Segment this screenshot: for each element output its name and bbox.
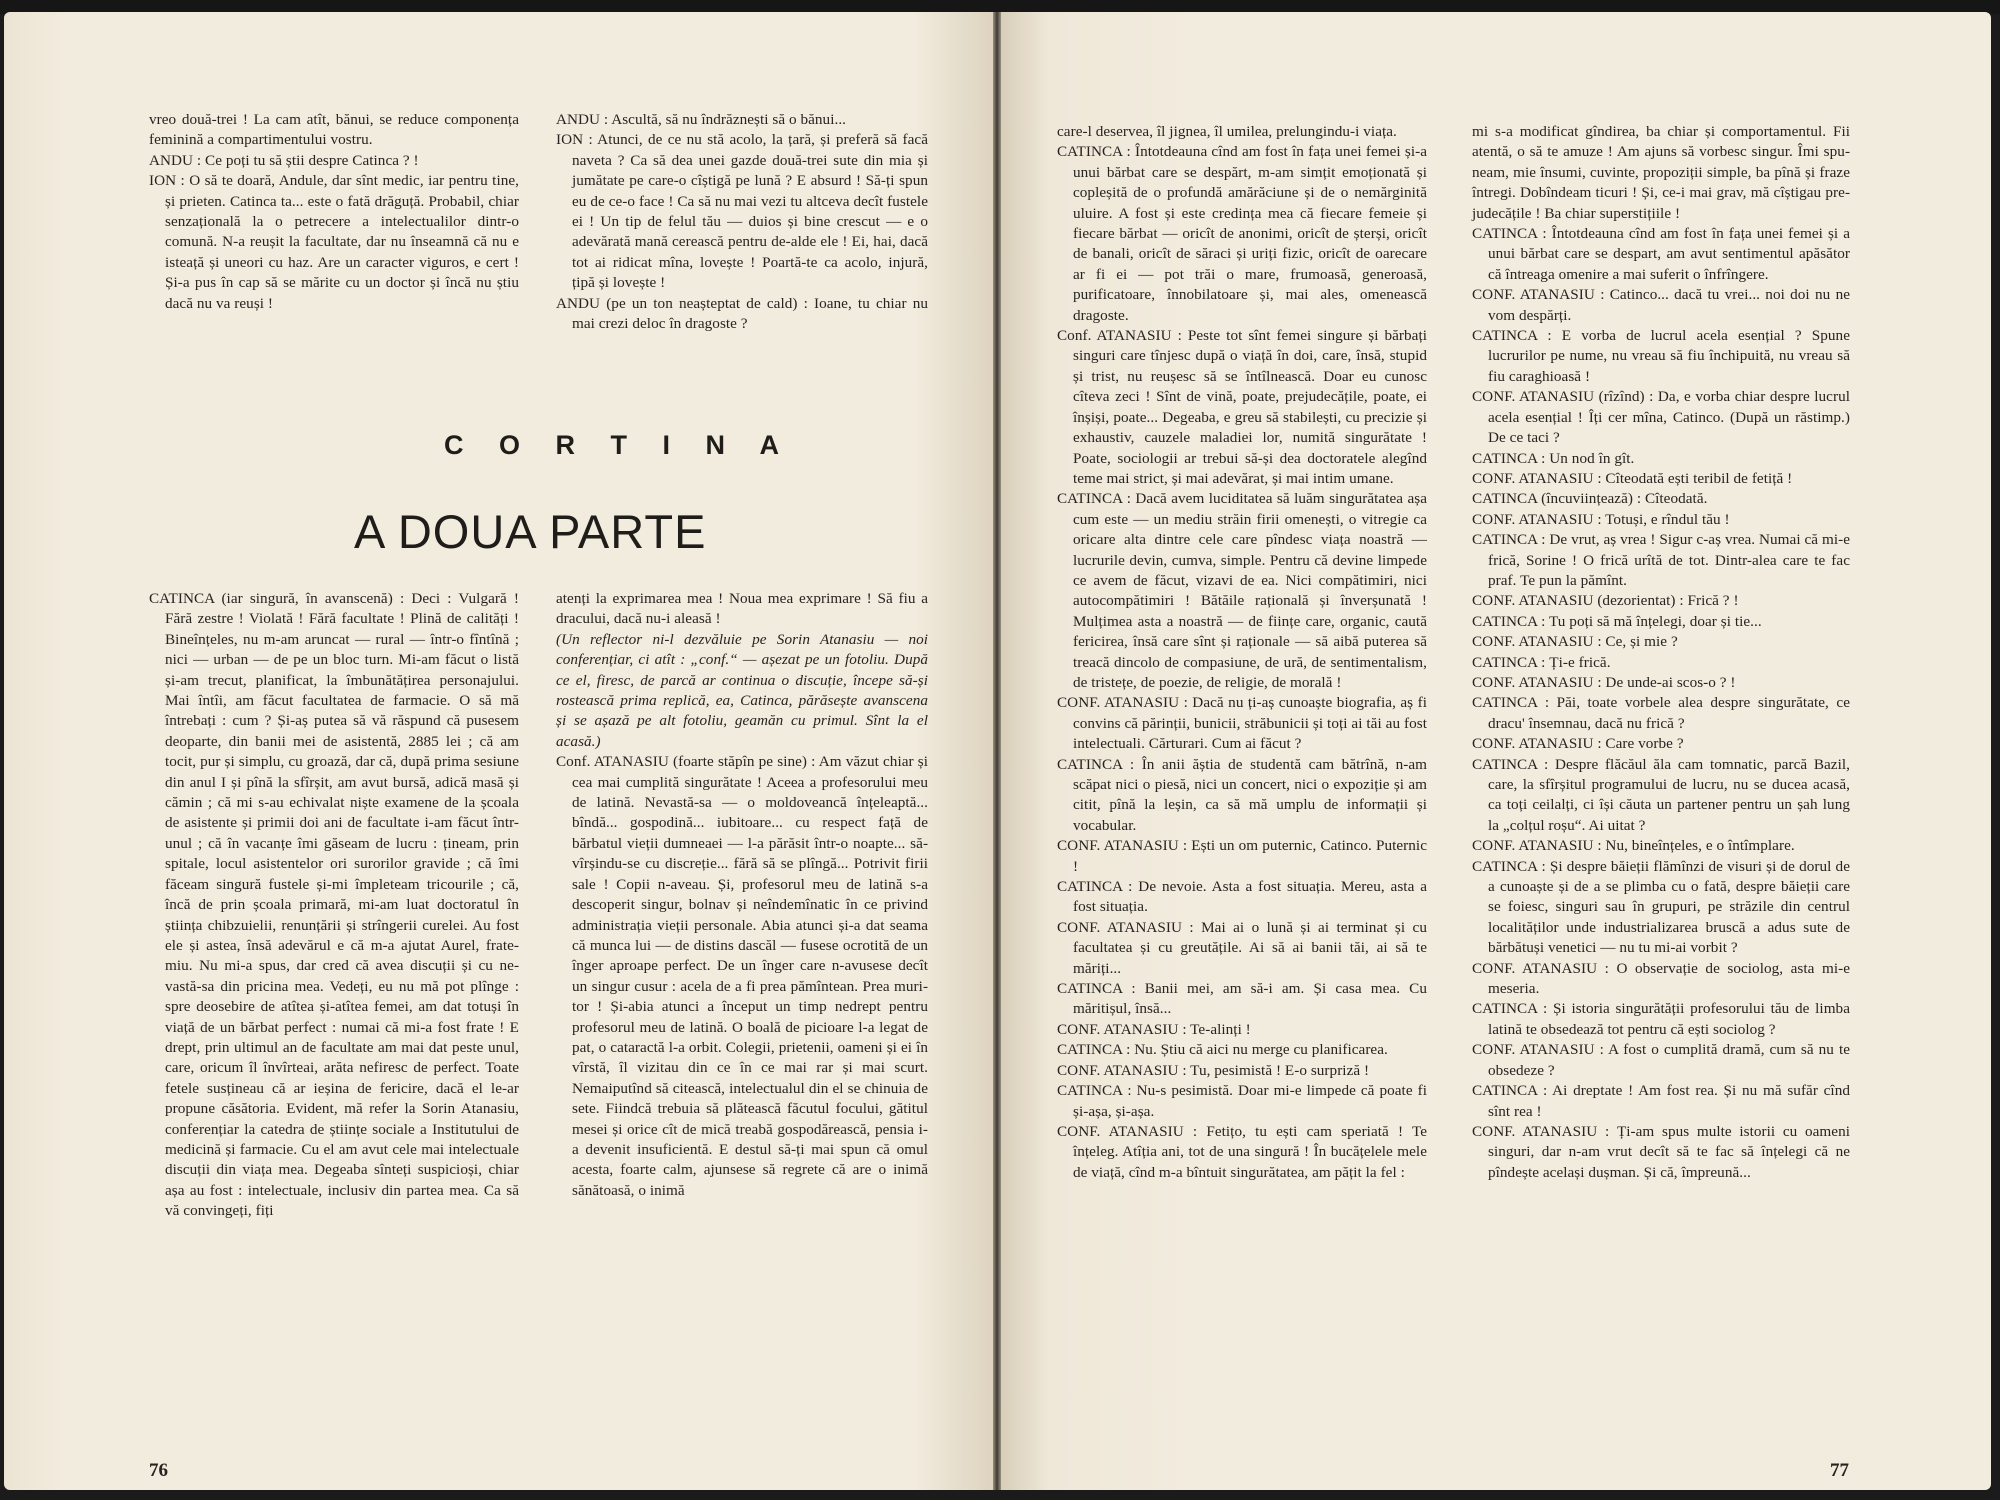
book-gutter [993,12,1001,1490]
paragraph: CATINCA : Banii mei, am să-i am. Și casa mea. Cu măritișul, însă... [1057,980,1427,1018]
right-page [1001,12,1991,1490]
paragraph: CATINCA : Întotdeauna cînd am fost în fața unei femei și a unui bărbat care se despart, am avut sentimentul apăsător că întreaga omenire a mai suferit o înfrîngere. [1472,225,1850,283]
paragraph: ANDU : Ascultă, să nu îndrăznești să o bănui... [556,111,847,128]
paragraph: CONF. ATANASIU (rîzînd) : Da, e vorba chiar despre lucrul acela esențial ! Îți cer mîna, Catinco. (După un răstimp.) De ce taci ? [1472,388,1850,447]
paragraph: Conf. ATANASIU : Peste tot sînt femei singure și bărbați singuri care tînjesc după o viață în doi, care, însă, stupid și trist, nu reușesc să se întîlnească. Doar eu cunosc cîteva zeci ! Sînt de vină, poate, prejudecățile, poate, ei înșiși, poate... Degeaba, e greu să stabilești, cu precizie și exhaustiv, cauzele maladiei lor, numită singurătate ! Poate, sociologii ar trebui să-și dea doctoratele alegînd teme mai strict, și mai adevărat, și mai intim umane. [1057,327,1427,487]
paragraph: CONF. ATANASIU : Care vorbe ? [1472,735,1684,753]
paragraph: CATINCA : Nu-s pesimistă. Doar mi-e limpede că poate fi și-așa, și-așa. [1057,1082,1427,1120]
paragraph: CATINCA : De vrut, aș vrea ! Sigur c-aș vrea. Numai că mi-e frică, Sorine ! O frică urîtă de tot. Dintr-alea care te fac praf. Te pun la pămînt. [1472,531,1850,589]
paragraph: CONF. ATANASIU : Tu, pesimistă ! E-o surpriză ! [1057,1061,1370,1079]
paragraph: CATINCA (încuviințează) : Cîteodată. [1472,490,1708,508]
paragraph: CATINCA : Ai dreptate ! Am fost rea. Și nu mă sufăr cînd sînt rea ! [1472,1082,1850,1120]
paragraph: vreo două-trei ! La cam atît, bănui, se reduce componența feminină a compartimentului vostru. [149,111,519,149]
paragraph: ANDU : Ce poți tu să știi despre Catinca ? ! [149,151,419,169]
paragraph: CONF. ATANASIU : Nu, bineînțeles, e o întîmplare. [1472,837,1795,855]
page-number-left: 76 [149,1460,168,1481]
paragraph: CATINCA : Și despre băieții flămînzi de visuri și de dorul de a cunoaște și de a se plimba cu o fată, despre băieții care se foiesc, singuri sau în grupuri, pe străzile din centrul localităților unde industrializarea bruscă a adus sute de bărbătuși venetici — nu tu mi-ai vorbit ? [1472,857,1850,957]
left-column-2-bottom [556,589,928,1201]
paragraph: CATINCA : Dacă avem luciditatea să luăm singurătatea așa cum este — un mediu străin firii omenești, o vitregie ca oricare alta dintre cele care pîndesc viața noastră — lucrurile devin, cumva, simple. Pentru că devine limpede ce avem de făcut, vizavi de ea. Nici compătimiri, nici autocompătimiri ! Bătăile rațională și înverșunată ! Mulțimea asta a noastră — de ființe care, organic, caută fericirea, însă care sînt și raționale — să aibă puterea să treacă dincolo de compasiune, de ură, de sentimentalism, de tristețe, de poezie, de religie, de morală ! [1057,490,1427,691]
paragraph: ION : O să te doară, Andule, dar sînt medic, iar pentru tine, și prieten. Catinca ta... este o fată drăguță. Probabil, chiar senzațională la o petrecere a intelectualilor dintr-o comună. N-a reușit la facultate, dar nu înseamnă că nu e isteață și uneori cu haz. Are un caracter viguros, e cert ! Și-a pus în cap să se mărite cu un doctor și încă nu știu dacă nu va reuși ! [149,172,519,312]
right-column-2 [1472,122,1850,1183]
paragraph: CATINCA : Un nod în gît. [1472,449,1635,467]
paragraph: CATINCA : De nevoie. Asta a fost situația. Mereu, asta a fost situația. [1057,878,1427,916]
left-column-1-bottom [149,589,519,1222]
left-column-1-top [149,110,519,314]
paragraph: Conf. ATANASIU (foarte stăpîn pe sine) : Am văzut chiar și cea mai cumplită singurătate ! Aceea a profesorului meu de latină. Nevastă-sa — o moldoveancă înțeleaptă... bîndă... gospodină... iubitoare... cu respect față de bărbatul vieții dumneaei — l-a părăsit într-o noapte... săvîrșindu-se cu discreție... fără să se plîngă... Potrivit firii sale ! Copii n-aveau. Și, profesorul meu de latină s-a descoperit singur, bolnav și neîndemînatic în ce privind administrația vieții personale. Abia atunci și-a dat seama că munca lui — de distins dascăl — fusese ocrotită de un înger aproape perfect. De un înger care n-avusese decît un singur cusur : acela de a fi prea pămîntean. Prea muritor ! Și-abia atunci a început un timp nedrept pentru profesorul meu de latină. O boală de picioare l-a legat de pat, o cataractă l-a orbit. Colegii, prietenii, oameni și ei în vîrstă, îl vizitau din ce în ce mai rar și mai scurt. Nemaiputînd să citească, intelectualul din el se chinuia de sete. Fiindcă trebuia să plătească făcutul focului, gătitul mesei și orice cît de mică treabă gospodărească, pensia i-a devenit insuficientă. E destul să-ți mai spun că omul acesta, foarte calm, ajunsese să regrete că are o inimă sănătoasă, o inimă [556,753,928,1199]
curtain-heading: C O R T I N A [444,430,793,460]
paragraph: CONF. ATANASIU : Te-alinți ! [1057,1020,1251,1038]
paragraph: CATINCA : Despre flăcăul ăla cam tomnatic, parcă Bazil, care, la sfîrșitul programului de lucru, nu se ducea acasă, ca toți ceilalți, ci își căuta un partener pentru un șah lung la „colțul roșu“. Ai uitat ? [1472,755,1850,834]
part-title: A DOUA PARTE [354,505,707,558]
paragraph: ION : Atunci, de ce nu stă acolo, la țară, și preferă să facă naveta ? Ca să dea unei gazde două-trei sute din mia și jumătate pe care-o cîștigă pe lună ? E absurd ! Să-ți spun eu de ce-o face ! Ca să nu mai vezi tu altceva decît fustele ei ! Un tip de felul tău — duios și bine crescut — e o adevărată mană cerească pentru de-alde ele ! Ei, hai, dacă tot ai ridicat mîna, lovește ! Poartă-te ca acolo, injură, țipă și lovește ! [556,131,928,292]
paragraph: CATINCA : Și istoria singurătății profesorului tău de limba latină te obsedează tot pentru că ești sociolog ? [1472,1000,1850,1038]
paragraph: CATINCA : Tu poți să mă înțelegi, doar și tie... [1472,612,1762,630]
paragraph: CATINCA : Nu. Știu că aici nu merge cu planificarea. [1057,1041,1388,1059]
paragraph: CONF. ATANASIU : De unde-ai scos-o ? ! [1472,673,1736,691]
paragraph: CATINCA : Întotdeauna cînd am fost în fața unei femei și-a unui bărbat care se despărt, m-am simțit emoționată și copleșită de o profundă amărăciune și de o nemărginită uluire. A fost și este credința mea că fiecare femeie și fiecare bărbat — oricît de anonimi, oricît de șterși, oricît de banali, oricît de săraci și uriți fizic, oricît de oarecare ar fi ei — pot trăi o mare, frumoasă, generoasă, purificatoare, înnobilatoare și, mai ales, omenească dragoste. [1057,143,1427,324]
paragraph: CONF. ATANASIU : Totuși, e rîndul tău ! [1472,510,1730,528]
paragraph: CONF. ATANASIU : Ce, și mie ? [1472,633,1678,651]
paragraph: ANDU (pe un ton neașteptat de cald) : Ioane, tu chiar nu mai crezi deloc în dragoste ? [556,294,928,333]
paragraph: CONF. ATANASIU : Catinco... dacă tu vrei... noi doi nu ne vom despărți. [1472,286,1850,324]
paragraph: care-l deservea, îl jignea, îl umilea, prelungindu-i viața. [1057,123,1397,140]
right-column-1 [1057,122,1427,1183]
paragraph: mi s-a modificat gîndirea, ba chiar și comportamentul. Fii atentă, o să te amuze ! Am ajuns să vorbesc singur. Îmi spuneam, mie însumi, cuvinte, propoziții simple, ba pînă și fraze întregi. Dobîndeam ticuri ! Și, ce-i mai grav, mă cîștigau prejudecățile ! Ba chiar superstițiile ! [1472,123,1850,222]
paragraph: CATINCA : E vorba de lucrul acela esențial ? Spune lucrurilor pe nume, nu vreau să fiu închipuită, nu vreau să fiu caraghioasă ! [1472,327,1850,385]
paragraph: CONF. ATANASIU : Ți-am spus multe istorii cu oameni singuri, dar n-am vrut decît să te fac să înțelegi că ne pîndește același dușman. Și că, împreună... [1472,1122,1850,1181]
page-number-right: 77 [1830,1460,1849,1481]
paragraph: CATINCA : Ți-e frică. [1472,653,1611,671]
left-column-2-top [556,110,928,334]
paragraph: CATINCA : În anii ăștia de studentă cam bătrînă, n-am scăpat nici o piesă, nici un concert, nici o expoziție și am citit, pînă la leșin, ca să mă umplu de informații și vocabular. [1057,755,1427,834]
paragraph: CONF. ATANASIU : Ești un om puternic, Catinco. Puternic ! [1057,837,1427,875]
paragraph: CONF. ATANASIU (dezorientat) : Frică ? ! [1472,592,1739,610]
paragraph: CONF. ATANASIU : O observație de sociolog, asta mi-e meseria. [1472,959,1850,998]
paragraph: atenți la exprimarea mea ! Noua mea exprimare ! Să fiu a dracului, dacă nu-i aleasă ! [556,590,928,628]
paragraph: CONF. ATANASIU : Dacă nu ți-aș cunoaște biografia, aș fi convins că părinții, bunicii, străbunicii și toți ai tăi au fost intelectuali. Cărturari. Cum ai făcut ? [1057,694,1427,753]
paragraph: CONF. ATANASIU : Mai ai o lună și ai terminat și cu facultatea și cu greutățile. Ai să ai banii tăi, ai să te măriți... [1057,918,1427,977]
paragraph: CONF. ATANASIU : Cîteodată ești teribil de fetiță ! [1472,469,1793,487]
left-page [4,12,993,1490]
paragraph: CONF. ATANASIU : A fost o cumplită dramă, cum să nu te obsedeze ? [1472,1041,1850,1079]
paragraph: CONF. ATANASIU : Fetițo, tu ești cam speriată ! Te înțeleg. Atîția ani, tot de una singură ! În bucățelele mele de viață, cînd m-a bîntuit singurătatea, am pățit la fel : [1057,1122,1427,1181]
paragraph: CATINCA : Păi, toate vorbele alea despre singurătate, ce dracu' însemnau, dacă nu frică ? [1472,694,1850,732]
paragraph: CATINCA (iar singură, în avanscenă) : Deci : Vulgară ! Fără zestre ! Violată ! Fără facultate ! Plină de calități ! Bineînțeles, nu m-am aruncat — rural — într-o fîntînă ; nici — urban — de pe un bloc turn. Mi-am făcut o listă și-am trecut, planificat, la îmbunătățirea personajului. Mai întîi, am făcut facultatea de farmacie. O să mă întrebați : cum ? Și-aș putea să vă răspund că pusesem deoparte, din banii mei de asistentă, 2885 lei ; că am tocit, pur și simplu, cu groază, dar că, după prima sesiune din anul I și pînă la sfîrșit, am avut bursă, adică masă și cămin ; că mi s-au echivalat niște examene de la școala de asistente și primii doi ani de facultate i-am făcut într-unul ; că în vacanțe îmi găseam de lucru : țineam, prin spitale, locul asistentelor ori surorilor gravide ; că îmi făceam singură fustele și-mi împleteam tricourile ; că, încă de prin școala primară, mi-am luat doctoratul în știința chibzuielii, renunțării și strîngerii curelei. Au fost ele și astea, însă adevărul e că m-a ajutat Aurel, frate-miu. Nu mi-a spus, dar cred că avea discuții și cu nevastă-sa din pricina mea. Vedeți, eu nu mă pot plînge : spre deosebire de atîtea și-atîtea femei, am dat totuși în viață de un bărbat perfect : numai că mi-a fost frate ! E drept, prin ultimul an de facultate am mai dat peste unul, care, oricum îl învîrteai, arăta nefiresc de perfect. Toate fetele susțineau că ar ieșina de fericire, dacă el le-ar propune căsătoria. Evident, mă refer la Sorin Atanasiu, conferențiar la catedra de științe sociale a Institutului de medicină și farmacie. Cu el am avut cele mai intelectuale discuții din viața mea. Degeaba sînteți suspicioși, chiar așa au fost : intelectuale, inclusiv din partea mea. Ca să vă convingeți, fiți [149,590,519,1220]
paragraph: (Un reflector ni-l dezvăluie pe Sorin Atanasiu — noi conferențiar, ci atît : „conf.“ — așezat pe un fotoliu. După ce el, firesc, de parcă ar continua o discuție, începe să-și rostească prima replică, ea, Catinca, părăsește avanscena și se așază pe alt fotoliu, geamăn cu primul. Sînt la el acasă.) [556,630,928,750]
